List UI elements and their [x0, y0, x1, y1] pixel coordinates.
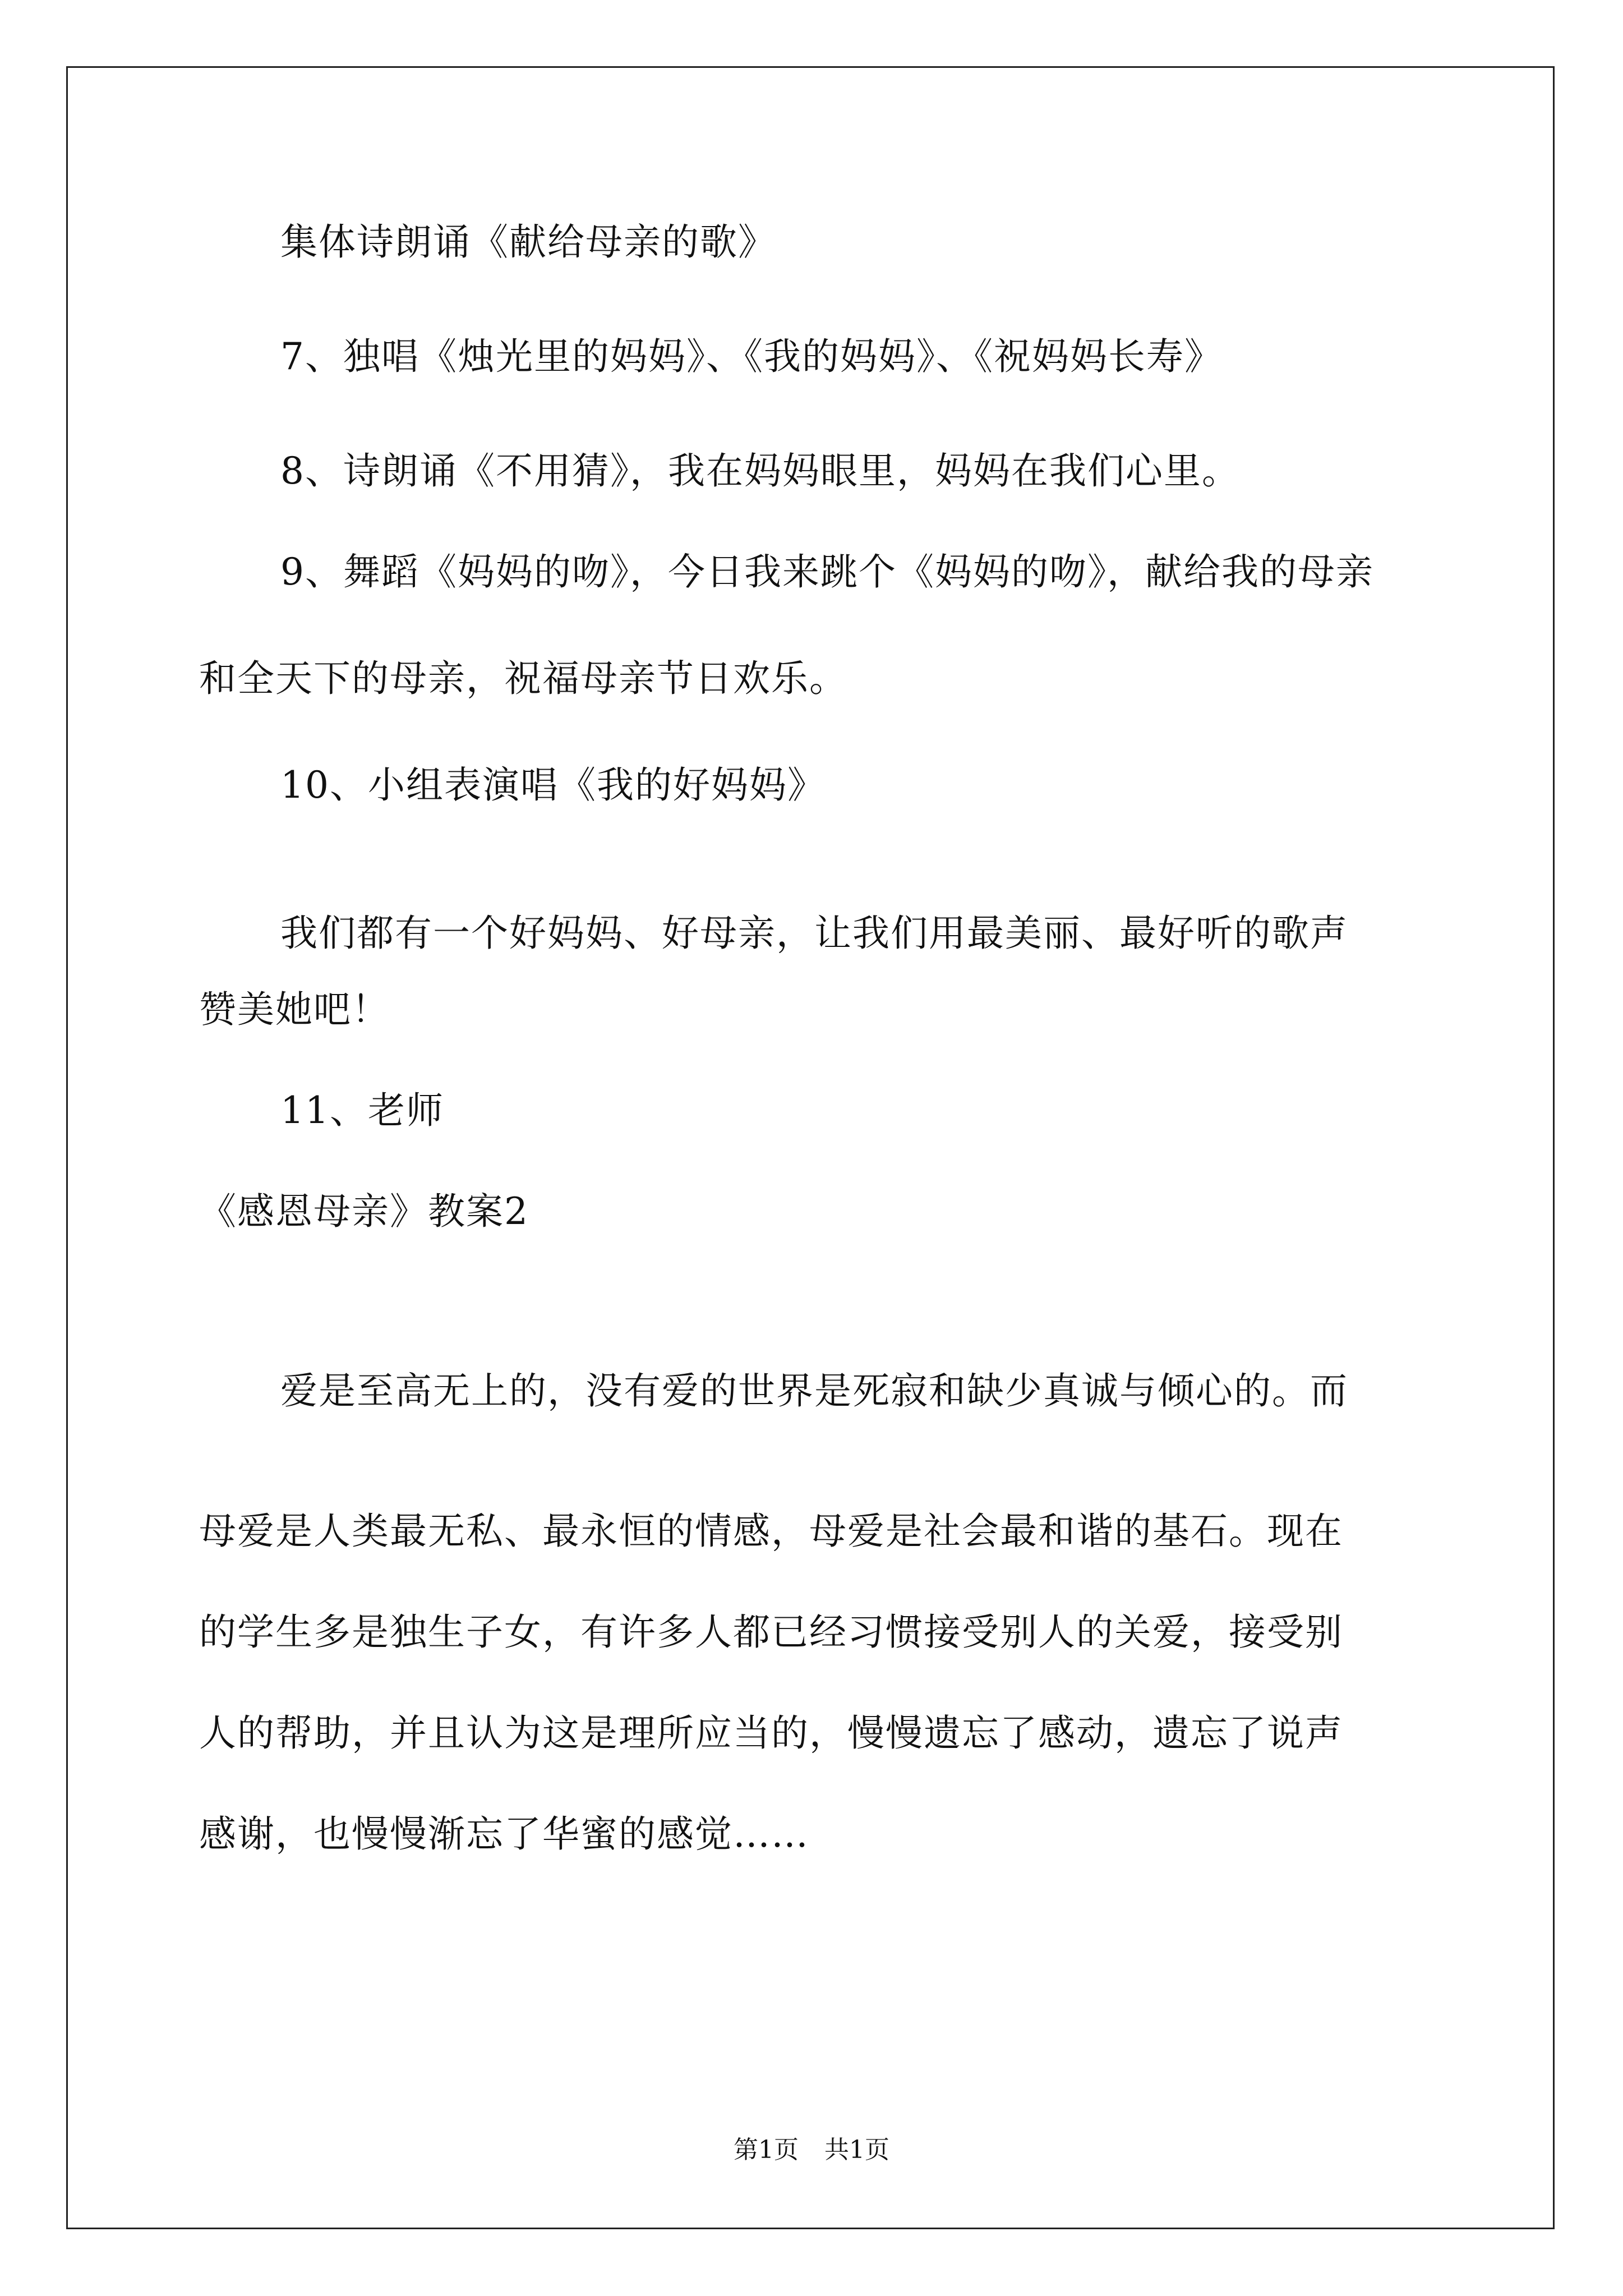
paragraph-line: 我们都有一个好妈妈、好母亲，让我们用最美丽、最好听的歌声 — [280, 912, 1348, 955]
paragraph-line: 11、老师 — [280, 1089, 444, 1132]
page-footer — [0, 2134, 1623, 2166]
paragraph-line: 7、独唱《烛光里的妈妈》、《我的妈妈》、《祝妈妈长寿》 — [280, 335, 1223, 378]
paragraph-line: 赞美她吧！ — [199, 988, 390, 1031]
body-line: 母爱是人类最无私、最永恒的情感，母爱是社会最和谐的基石。现在 — [199, 1510, 1343, 1553]
body-line: 爱是至高无上的，没有爱的世界是死寂和缺少真诚与倾心的。而 — [280, 1369, 1348, 1412]
body-line: 的学生多是独生子女，有许多人都已经习惯接受别人的关爱，接受别 — [199, 1611, 1343, 1654]
paragraph-line: 10、小组表演唱《我的好妈妈》 — [280, 763, 826, 807]
page-total: 共1页 — [824, 2136, 889, 2164]
paragraph-line: 9、舞蹈《妈妈的吻》，今日我来跳个《妈妈的吻》，献给我的母亲 — [280, 550, 1374, 593]
paragraph-line: 集体诗朗诵《献给母亲的歌》 — [280, 220, 776, 264]
body-line: 人的帮助，并且认为这是理所应当的，慢慢遗忘了感动，遗忘了说声 — [199, 1711, 1343, 1755]
section-title: 《感恩母亲》教案2 — [199, 1190, 529, 1233]
paragraph-line: 和全天下的母亲，祝福母亲节日欢乐。 — [199, 657, 847, 700]
page-border — [66, 66, 1555, 2229]
body-line: 感谢，也慢慢渐忘了华蜜的感觉…… — [199, 1812, 809, 1856]
paragraph-line: 8、诗朗诵《不用猜》，我在妈妈眼里，妈妈在我们心里。 — [280, 449, 1240, 493]
page-number: 第1页 — [734, 2136, 799, 2164]
